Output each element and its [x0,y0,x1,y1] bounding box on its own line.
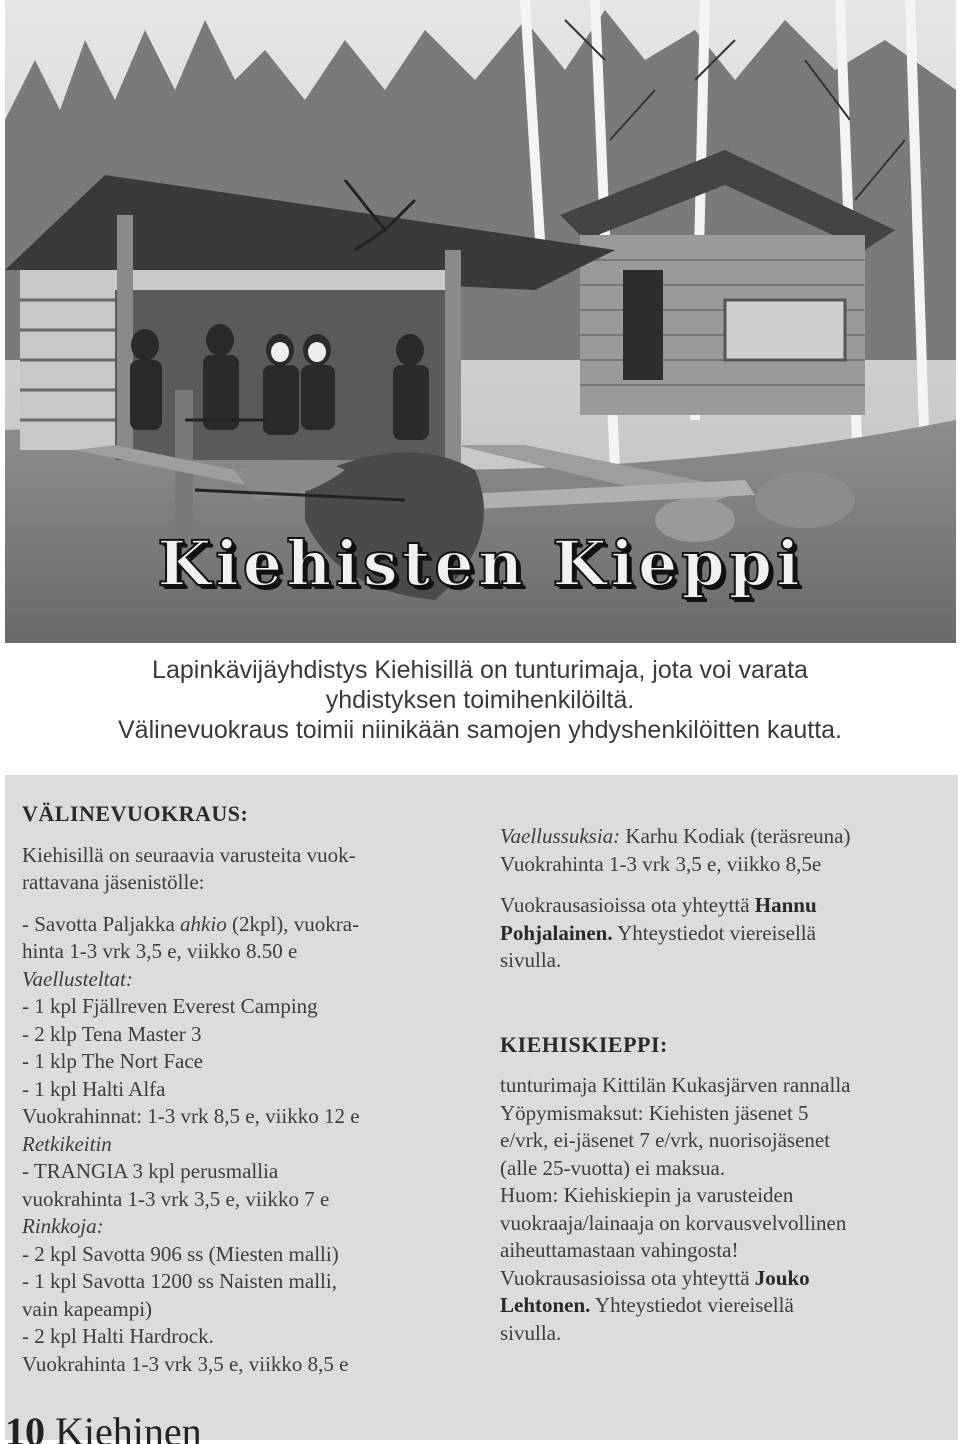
contact-1-line-2 [500,920,950,948]
contact-2-text-2: Yhteystiedot viereisellä [590,1293,794,1317]
intro-text [20,655,940,745]
contact-1-text: Vuokrausasioissa ota yhteyttä [500,893,755,917]
backpack-item-cont: vain kapeampi) [22,1296,153,1321]
tents-heading: Vaellusteltat: [22,966,133,991]
equipment-rental-column [22,800,472,1378]
cabin-heading: KIEHISKIEPPI: [500,1031,668,1057]
sled-item [22,911,472,939]
tent-item: - 1 kpl Halti Alfa [22,1076,166,1101]
page-footer [5,1408,202,1444]
contact-2-end: sivulla. [500,1320,562,1345]
skis-price: Vuokrahinta 1-3 vrk 3,5 e, viikko 8,5e [500,851,822,876]
rental-intro-line-1: Kiehisillä on seuraavia varusteita vuok- [22,842,356,867]
contact-2-name: Jouko [754,1265,810,1290]
contact-1-name: Hannu [754,893,817,917]
skis-text: Karhu Kodiak (teräsreuna) [620,824,851,848]
sled-item-text-end: (2kpl), vuokra- [226,911,360,936]
cabin-text: e/vrk, ei-jäsenet 7 e/vrk, nuorisojäsenet [500,1128,831,1152]
intro-line-1: Lapinkävijäyhdistys Kiehisillä on tunturimaja, jota voi varata [152,656,808,684]
header-photo [5,0,956,643]
tent-item: - 2 klp Tena Master 3 [22,1021,202,1046]
spacer [500,975,950,1031]
contact-2-line-2 [500,1292,950,1320]
stove-price: vuokrahinta 1-3 vrk 3,5 e, viikko 7 e [22,1186,330,1211]
cabin-info-column [500,823,950,1347]
sled-item-italic: ahkio [180,911,227,936]
equipment-rental-heading: VÄLINEVUOKRAUS: [22,801,249,826]
spacer [500,878,950,892]
sled-item-text: - Savotta Paljakka [22,911,181,936]
contact-2-name-2: Lehtonen. [500,1293,591,1317]
page-number: 10 [5,1409,45,1444]
contact-1-text-2: Yhteystiedot viereisellä [612,920,816,945]
cabin-text: vuokraaja/lainaaja on korvausvelvollinen [500,1210,847,1235]
intro-line-2: yhdistyksen toimihenkilöiltä. [325,686,635,714]
tent-item: - 1 kpl Fjällreven Everest Camping [22,994,318,1018]
cabin-text: (alle 25-vuotta) ei maksua. [500,1155,726,1180]
tent-item: - 1 klp The Nort Face [22,1049,203,1073]
cabin-text: aiheuttamastaan vahingosta! [500,1238,739,1262]
spacer [22,897,472,911]
backpack-item: - 1 kpl Savotta 1200 ss Naisten malli, [22,1269,337,1293]
backpack-item: - 2 kpl Halti Hardrock. [22,1324,214,1348]
spacer [22,828,472,842]
tent-price: Vuokrahinnat: 1-3 vrk 8,5 e, viikko 12 e [22,1104,360,1128]
intro-line-3: Välinevuokraus toimii niinikään samojen yhdyshenkilöitten kautta. [117,716,842,744]
cabin-text: Huom: Kiehiskiepin ja varusteiden [500,1183,794,1207]
stove-item: - TRANGIA 3 kpl perusmallia [22,1159,279,1183]
skis-item [500,823,950,851]
publication-name: Kiehinen [55,1409,202,1444]
contact-2-text: Vuokrausasioissa ota yhteyttä [500,1265,755,1290]
backpack-price: Vuokrahinta 1-3 vrk 3,5 e, viikko 8,5 e [22,1351,349,1376]
photo-title: Kiehisten Kieppi [157,527,804,600]
contact-1-name-2: Pohjalainen. [500,920,613,945]
cabin-text: Yöpymismaksut: Kiehisten jäsenet 5 [500,1100,809,1125]
contact-1-line [500,892,950,920]
backpack-item: - 2 kpl Savotta 906 ss (Miesten malli) [22,1241,339,1266]
contact-1-end: sivulla. [500,948,562,972]
cabin-text: tunturimaja Kittilän Kukasjärven rannalla [500,1073,851,1097]
spacer [500,1058,950,1072]
backpacks-heading: Rinkkoja: [22,1214,104,1238]
rental-intro-line-2: rattavana jäsenistölle: [22,870,205,894]
stove-heading: Retkikeitin [22,1131,112,1156]
sled-price: hinta 1-3 vrk 3,5 e, viikko 8.50 e [22,939,298,963]
contact-2-line [500,1265,950,1293]
skis-label: Vaellussuksia: [500,824,621,848]
